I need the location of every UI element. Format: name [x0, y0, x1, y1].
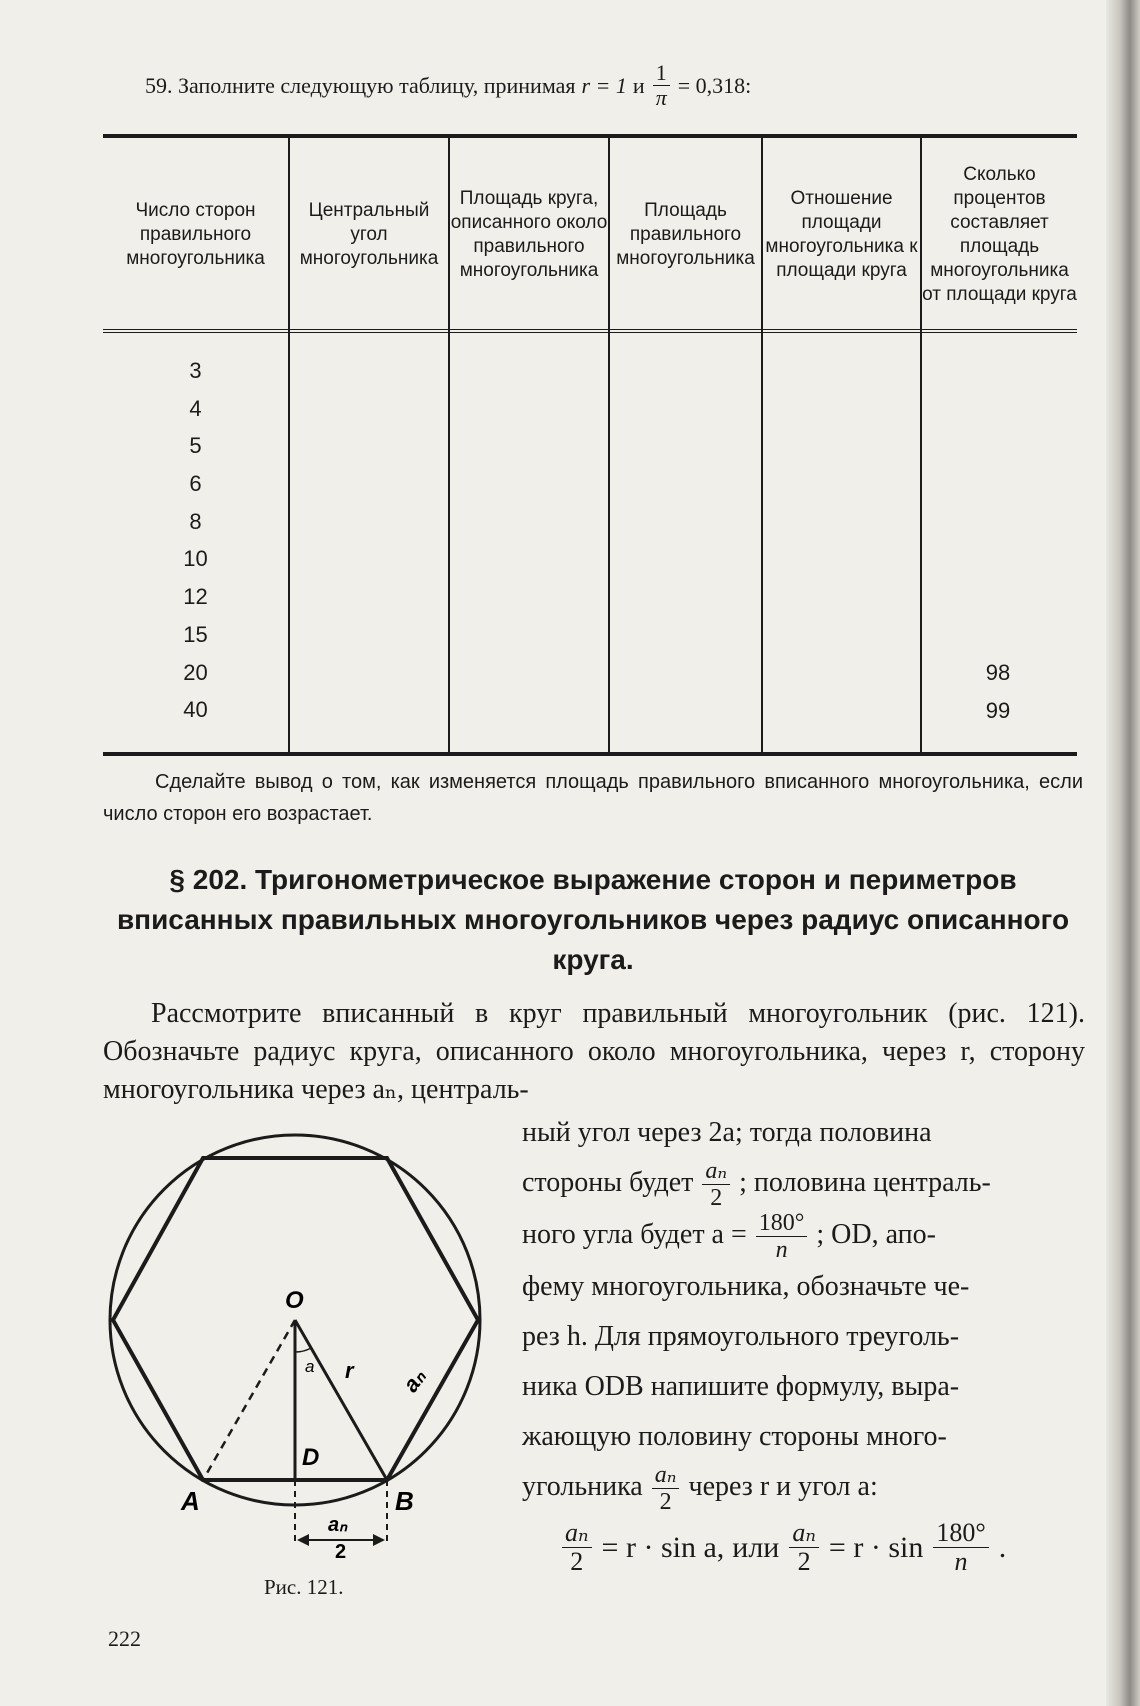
label-r: r — [345, 1358, 354, 1383]
label-an: aₙ — [397, 1364, 431, 1397]
para-line: ный угол через 2a; тогда половина — [522, 1117, 932, 1148]
conclusion-text: Сделайте вывод о том, как изменяется площадь правильного вписанного многоугольника, если число сторон его возрастает. — [103, 771, 1083, 825]
one-over-pi: $\frac{1}{\pi}$ — [653, 62, 670, 109]
header-polygon-area: Площадь правильного многоугольника — [616, 200, 755, 269]
dashed-radius-OA — [203, 1320, 295, 1480]
section-title: § 202. Тригонометрическое выражение сторон и периметров вписанных правильных многоугольников через радиус описанного круга. — [116, 864, 1070, 975]
table-row: 4 — [189, 395, 202, 421]
label-O: O — [285, 1287, 304, 1314]
para-line: ного угла будет a = $\frac{180^\circ}{n}$ ; OD, апо- — [522, 1210, 936, 1264]
table-row: 40 — [183, 697, 208, 723]
label-B: B — [395, 1486, 414, 1516]
header-ratio: Отношение площади многоугольника к площади круга — [765, 188, 918, 281]
formula-half-side: $\frac{\text{aₙ}}{2}$ — [562, 1520, 592, 1575]
table-row: 6 — [189, 471, 202, 497]
half-side-fraction: $\frac{\text{aₙ}}{2}$ — [702, 1159, 730, 1210]
para-line: угольника $\frac{\text{aₙ}}{2}$ через r и угол a: — [522, 1462, 878, 1516]
percent-cell-20: 98 — [985, 660, 1011, 685]
header-divider — [103, 329, 1077, 333]
figure-caption: Рис. 121. — [264, 1575, 344, 1599]
formula-half-side: $\frac{\text{aₙ}}{2}$ — [789, 1520, 819, 1575]
paragraph-top: Рассмотрите вписанный в круг правильный многоугольник (рис. 121). Обозначьте радиус круга, описанного около многоугольника, через r, сторону многоугольника через aₙ, централь- — [103, 998, 1085, 1105]
para-line: ника ODB напишите формулу, выра- — [522, 1371, 960, 1403]
header-sides: Число сторон правильного многоугольника — [126, 200, 265, 269]
para-line: фему многоугольника, обозначьте че- — [522, 1271, 970, 1303]
polygon-table — [103, 134, 1077, 756]
table-row: 5 — [189, 433, 202, 459]
figure-121 — [105, 1120, 500, 1560]
sides-column — [103, 352, 288, 729]
page-edge — [1106, 0, 1140, 1706]
arrow-head-left — [297, 1534, 309, 1546]
para-line: стороны будет $\frac{\text{aₙ}}{2}$ ; половина централь- — [522, 1158, 991, 1212]
task-frac-value: = 0,318: — [677, 72, 752, 98]
formula: $\frac{\text{aₙ}}{2}$ = r · sin a, или $\frac{\text{aₙ}}{2}$ = r · sin $\frac{180^\circ}{n}$ . — [560, 1520, 1080, 1575]
label-angle: a — [305, 1357, 315, 1376]
arrow-head-right — [373, 1534, 385, 1546]
angle-arc — [295, 1348, 311, 1352]
label-A: A — [181, 1486, 200, 1516]
header-central-angle: Центральный угол многоугольника — [299, 200, 439, 269]
table-row: 3 — [189, 358, 202, 383]
table-row: 12 — [183, 584, 208, 610]
label-half-den: 2 — [335, 1541, 347, 1560]
para-line: жающую половину стороны много- — [522, 1421, 947, 1453]
percent-cell-40: 99 — [985, 698, 1011, 723]
half-side-fraction: $\frac{\text{aₙ}}{2}$ — [652, 1463, 680, 1514]
header-circle-area: Площадь круга, описанного около правильного многоугольника — [450, 188, 608, 281]
label-half-num: aₙ — [328, 1514, 348, 1536]
page-number: 222 — [108, 1626, 141, 1651]
header-percent: Сколько процентов составляет площадь многоугольника от площади круга — [922, 164, 1077, 305]
task-r-assign: r = 1 — [581, 72, 627, 98]
paragraph-right — [522, 1108, 1085, 1514]
table-row: 8 — [189, 508, 202, 534]
task-text: 59. Заполните следующую таблицу, принимая — [145, 72, 576, 98]
table-row: 20 — [183, 659, 208, 685]
para-line: рез h. Для прямоугольного треуголь- — [522, 1321, 960, 1353]
task-59 — [145, 62, 1045, 109]
angle-fraction: $\frac{180^\circ}{n}$ — [756, 1211, 808, 1262]
task-and: и — [632, 72, 645, 98]
formula-angle: $\frac{180^\circ}{n}$ — [933, 1520, 988, 1575]
table-row: 15 — [183, 621, 208, 647]
table-row: 10 — [183, 546, 208, 572]
label-D: D — [302, 1444, 320, 1471]
